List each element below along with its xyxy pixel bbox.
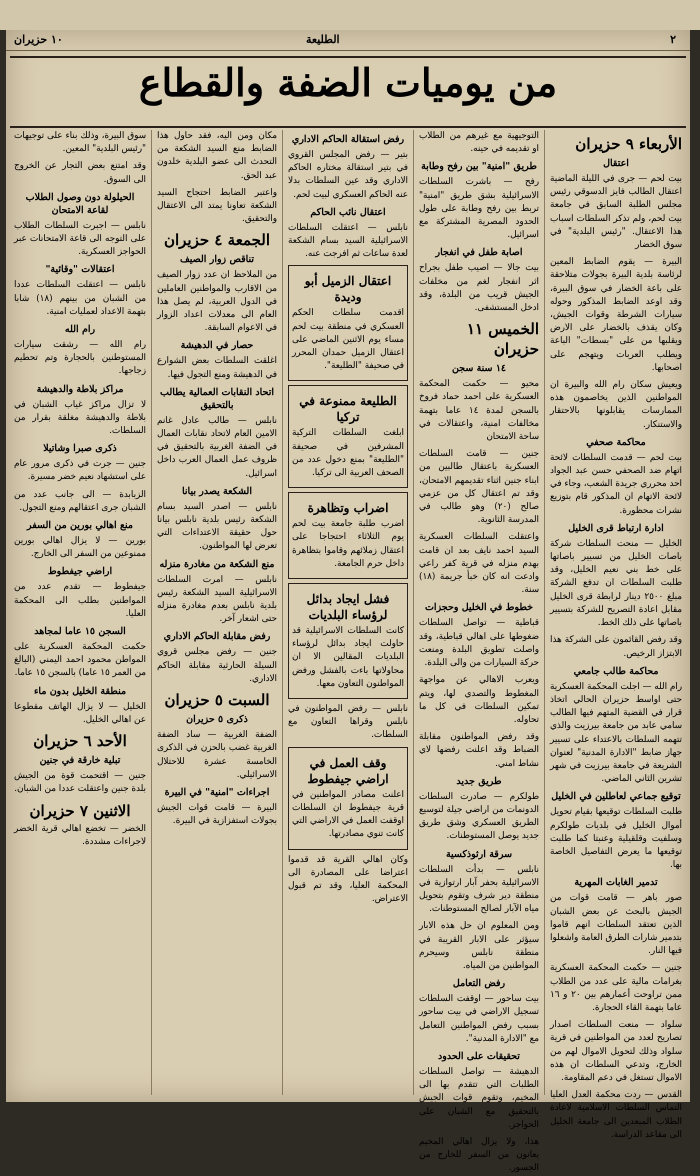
banner-title: من يوميات الضفة والقطاع	[138, 60, 558, 105]
article-title: السجن ١٥ عاما لمجاهد	[34, 626, 126, 638]
day-heading: الاثنين ٧ حزيران	[29, 801, 131, 820]
article-text: ابلغت السلطات التركية المشرفين في صحيفة "الطليعة" بمنع دخول عدد من الصحف العربية الى تركيا.	[292, 428, 404, 479]
article-title: اضراب وتظاهرة	[307, 501, 389, 516]
article-text: وقد رفض المواطنون مقابلة الضباط وقد اعلنت رفضها لاي نشاط امني.	[419, 732, 539, 769]
article-text: جنين — اقتحمت قوة من الجيش بلدة جنين واعتقلت عددا من الشبان.	[14, 771, 146, 795]
publication-name: الطليعة	[306, 33, 340, 46]
column-separator	[282, 130, 283, 1095]
article-text: ومن المعلوم ان حل هذه الابار سيؤثر على الابار القريبة في منطقة نابلس وسيحرم المواطنين من المياه.	[419, 921, 539, 971]
article-title: اعتقال نائب الحاكم	[310, 206, 386, 218]
article-title: الشكعة يصدر بيانا	[182, 485, 252, 497]
article-text: طلبت السلطات توقيعها بقيام تحويل أموال الخليل في بلديات طولكرم وسلفيت وقلقيلية وعنبتا كما طلبت توقيعها ما يعرض التفاصيل الخاصة بها.	[550, 807, 682, 871]
day-heading: الخميس ١١ حزيران	[466, 320, 539, 359]
article-title: محاكمة طالب جامعي	[573, 665, 659, 677]
article-text: اغلقت السلطات بعض الشوارع في الدهيشة ومنع التجول فيها.	[157, 356, 277, 380]
article-title: تحقيقات على الحدود	[438, 1050, 520, 1062]
article-text: التوجيهية مع غيرهم من الطلاب او تقديمه في حينه.	[419, 131, 539, 155]
column-5	[10, 130, 150, 1095]
boxed-article	[288, 385, 408, 488]
article-text: نابلس — اجبرت السلطات الطلاب على التوجه الى قاعة الامتحانات عبر الحواجز العسكرية.	[14, 220, 146, 258]
article-title: رفض التعامل	[452, 978, 506, 990]
article-text: اقدمت سلطات الحكم العسكري في منطقة بيت لحم مساء يوم الاثنين الماضي على اعتقال الزميل حمدان المحرر في صحيفة "الطليعة".	[292, 308, 404, 372]
article-text: سوق البيرة، وذلك بناء على توجيهات "رئيس البلدية" المعين.	[14, 131, 146, 155]
article-text: نابلس — اعتقلت السلطات عددا من الشبان من بينهم (١٨) شابا بتهمة الاعداد لعمليات امنية.	[14, 280, 146, 317]
column-3	[284, 130, 412, 1095]
page-number: ٢	[670, 33, 676, 46]
article-text: من الملاحظ ان عدد زوار الصيف من الاقارب والمواطنين العاملين في الدول العربية، لم يصل هذا العام الى معدلات اعداد الزوار في الاعوام السابقة.	[157, 270, 277, 334]
section-banner	[10, 56, 686, 128]
article-title: تدمير الغابات المهرية	[574, 877, 658, 889]
article-title: رفض مقابلة الحاكم الاداري	[163, 631, 271, 643]
article-text: القدس — ردت محكمة العدل العليا التماس السلطات الاسلامية لاعادة الطلاب المبعدين الى جامعة الخليل الى مقاعد الدراسة.	[550, 1090, 682, 1140]
article-title: وقف العمل في اراضي جيفطوط	[307, 755, 389, 786]
article-text: الزبابدة — الى جانب عدد من الشبان جرى اعتقالهم ومنع التجول.	[14, 489, 146, 513]
article-title: منع الشكعة من مغادرة منزله	[159, 558, 275, 570]
article-text: البيرة — يقوم الضابط المعين لرئاسة بلدية البيرة بجولات متلاحقة على باعة الخضار في سوق البيرة، وقد اوعد الضابط المذكور وحوله سيارات الشرطة وقوات الجيش، وكان يقذف بالخضار على الارض ويقلبها من على "بسطات" الباعة ويطلب العربات ويتهجم على اصحابها.	[550, 257, 682, 373]
article-text: واعتبر الضابط احتجاج السيد الشكعة تعاونا يمتد الى الاعتقال والتحقيق.	[157, 187, 277, 225]
article-text: الخضر — تخضع اهالي قرية الخضر لاجراءات مشددة.	[14, 823, 146, 847]
article-text: الخليل — لا يزال الهاتف مقطوعا عن اهالي الخليل.	[14, 701, 146, 725]
day-heading: الأحد ٦ حزيران	[33, 732, 127, 751]
article-title: مراكز بلاطة والدهيشة	[36, 383, 124, 395]
day-heading: الجمعة ٤ حزيران	[163, 231, 271, 250]
issue-date: ١٠ حزيران	[14, 33, 63, 46]
article-title: سرقة ارثوذكسية	[445, 848, 513, 860]
article-text: ويعيش سكان رام الله والبيرة ان المواطنين الذين يخاصمون هذه الممارسات يقابلونها بالاحتقار والاستنكار.	[550, 380, 682, 430]
article-title: ذكرى ٥ حزيران	[186, 714, 248, 726]
article-text: ويعرب الاهالي عن مواجهة المغطوط والتصدي لها، ويتم تمكين السلطات في كل ما تحاوله.	[419, 675, 539, 725]
column-4	[153, 130, 281, 1095]
article-text: حكمت المحكمة العسكرية على المواطن محمود احمد اليمني (البالغ من العمر ١٥ عاما) بالسجن ١٥ عاما.	[14, 642, 146, 679]
columns	[10, 130, 686, 1174]
article-text: الدهيشة — تواصل السلطات الطلبات التي تتقدم بها الى المخيم، وتقوم قوات الجيش بالتحقيق مع الشبان على الحواجز.	[419, 1066, 539, 1130]
column-separator	[413, 130, 414, 1095]
banner-rule-top	[10, 56, 686, 58]
article-text: نابلس — رفض المواطنون في نابلس وقراها التعاون مع السلطات.	[288, 704, 408, 741]
article-text: وقد امتنع بعض التجار عن الخروج الى السوق.	[14, 161, 146, 185]
article-text: قباطية — تواصل السلطات ضغوطها على اهالي قباطية، وقد واصلت تطويق البلدة ومنعت حركة السيارات من والى البلدة.	[419, 618, 539, 669]
column-2	[415, 130, 543, 1174]
article-title: خطوط في الخليل وحجزات	[424, 602, 534, 614]
article-text: وقد رفض القائمون على الشركة هذا الابتزاز الرخيص.	[550, 635, 682, 659]
article-title: تبلية خارقة في جنين	[39, 755, 121, 767]
article-text: محيو — حكمت المحكمة العسكرية على احمد حماد فروخ بالسجن لمدة ١٤ عاما بتهمة مخالفات امنية، واعتقالات في ساحة الامتحان	[419, 379, 539, 443]
article-title: محاكمة صحفي	[586, 436, 646, 448]
article-text: رام الله — رشقت سيارات المستوطنين بالحجارة وتم تحطيم زجاجها.	[14, 340, 146, 377]
article-title: توقيع جماعي لعاطلين في الخليل	[551, 791, 681, 803]
column-1	[546, 130, 686, 1140]
article-text: اضرب طلبة جامعة بيت لحم يوم الثلاثاء احتجاجا على اعتقال زملائهم وقاموا بتظاهرة داخل حرم الجامعة.	[292, 519, 404, 569]
article-title: منع اهالي بورين من السفر	[27, 520, 133, 532]
article-text: رفح — باشرت السلطات الاسرائيلية بشق طريق "امنية" تربط بين رفح وطابة على طول الحدود المصرية المشتركة مع اسرائيل.	[419, 177, 539, 241]
boxed-article	[288, 265, 408, 381]
article-text: طولكرم — صادرت السلطات الدونمات من اراضي جيلة لتوسيع الطريق العسكري وشق طريق جديد يوصل المستوطنات.	[419, 791, 539, 842]
article-title: اصابة طفل في انفجار	[435, 247, 523, 259]
article-title: اعتقالات "وقائية"	[45, 264, 115, 276]
article-title: اراضي جيفطوط	[47, 566, 113, 578]
article-title: تناقص زوار الصيف	[179, 254, 255, 266]
article-text: جيفطوط — تقدم عدد من المواطنين بطلب الى المحكمة العليا.	[14, 582, 146, 619]
article-text: نابلس — اعتقلت السلطات الاسرائيلية السيد بسام الشكعة لعدة ساعات ثم افرجت عنه.	[288, 222, 408, 260]
article-title: الطليعة ممنوعة في تركيا	[299, 394, 397, 425]
article-title: ادارة ارتباط قرى الخليل	[568, 522, 664, 534]
article-text: كانت السلطات الاسرائيلية قد حاولت ايجاد بدائل لرؤساء البلديات المقالين الا ان محاولاتها باءت بالفشل ورفض المواطنون التعاون معها.	[292, 626, 404, 689]
boxed-article	[288, 747, 408, 850]
article-title: اتحاد النقابات العمالية يطالب بالتحقيق	[160, 386, 274, 411]
day-heading: السبت ٥ حزيران	[164, 691, 270, 710]
article-text: بورين — لا يزال اهالي بورين ممنوعين من السفر الى الخارج.	[14, 536, 146, 560]
article-text: الخليل — منحت السلطات شركة باصات الخليل من تسيير باصاتها على خط بني نعيم الخليل، وقد طلبت السلطات ان تدفع الشركة مبلغ ٢٥٠٠ دينار لرابطة قرى الخليل مقابل اعادة التصريح للشركة بتسيير باصاتها على ذلك الخط.	[550, 538, 682, 629]
article-text: بيت لحم — جرى في الليلة الماضية اعتقال الطالب فايز الدسوقي رئيس مجلس الطلبة السابق في جامعة بيت لحم، ولم تذكر السلطات اسباب هذا الاعتقال. "رئيس البلدية" في سوق الخضار	[550, 174, 682, 251]
article-text: الضفة الغربية — ساد الضفة الغربية غضب بالحزن في الذكرى الخامسة عشرة للاحتلال الاسرائيلي.	[157, 730, 277, 780]
article-title: ١٤ سنة سجن	[451, 363, 507, 375]
article-text: بيت لحم — قدمت السلطات لائحة اتهام ضد الصحفي حسن عبد الجواد احد محرري جريدة الشعب، وجاء في لائحة الاتهام ان المذكور قام بتوزيع نشرات محظورة.	[550, 452, 682, 516]
article-text: بيت جالا — اصيب طفل بجراح اثر انفجار لغم من مخلفات الجيش قريب من البلدة، وقد ادخل المستشفى.	[419, 263, 539, 314]
article-title: اعتقال الزميل أبو وديدة	[304, 274, 392, 305]
column-separator	[544, 130, 545, 1095]
article-text: جنين — جرت في ذكرى مرور عام على استشهاد نعيم خضر مسيرة.	[14, 459, 146, 483]
article-text: هذا، ولا يزال اهالي المخيم يعانون من السفر للخارج من الجسور.	[419, 1136, 539, 1174]
day-heading: الأربعاء ٩ حزيران	[575, 135, 682, 153]
boxed-article	[288, 583, 408, 699]
boxed-article	[288, 492, 408, 579]
article-text: نابلس — اصدر السيد بسام الشكعة رئيس بلدية نابلس بيانا حول حقيقة الاعتداءات التي تعرض لها المواطنون.	[157, 501, 277, 552]
article-title: طريق جديد	[456, 775, 502, 787]
article-title: ذكرى صبرا وشاتيلا	[43, 443, 117, 455]
article-text: لا تزال مراكز غياب الشبان في بلاطة والدهيشة مغلقة بقرار من السلطات.	[14, 399, 146, 437]
column-separator	[151, 130, 152, 1095]
article-text: جنين — قامت السلطات العسكرية باعتقال طالبين من ابناء جنين اثناء تقديمهم الامتحان، وقد تم اعتقال كل من عزمي صالح (٢٠) وهو طالب في المدرسة الثانوية.	[419, 449, 539, 526]
article-text: واعتقلت السلطات العسكرية السيد احمد نايف بعد ان قامت بهدم منزله في قرية كفر راعي وادعت انه كان خبأ جريمة (١٨) سنة.	[419, 532, 539, 596]
article-title: رفض استقالة الحاكم الاداري	[291, 134, 405, 145]
article-text: رام الله — اجلت المحكمة العسكرية حتى اواسط حزيران الحالي اتخاذ قرار في القضية المتهم فيها الطالب سامي عابد من جامعة بيرزيت والذي تتهمه السلطات بالاعتداء على تسيير جهاز ضابط "الادارة المدنية" لعنوان الشريعة في جامعة بيرزيت في شهر تشرين الثاني الماضي.	[550, 681, 682, 785]
article-text: سلواد — منعت السلطات اصدار تصاريح لعدد من المواطنين في قرية سلواد وذلك لتحويل الاموال لهم من الخارج، وتدعي السلطات ان هذه الاموال تستغل في دعم المقاومة.	[550, 1020, 682, 1083]
page-header	[6, 30, 690, 51]
article-text: جنين — رفض مجلس قروي السيلة الحارثية مقابلة الحاكم الاداري.	[157, 647, 277, 684]
article-title: طريق "امنية" بين رفح وطابة	[421, 161, 537, 173]
article-text: مكان ومن اليه، فقد حاول هذا الضابط منع السيد الشكعة من التحدث الى عضو البلدية خلدون عبد الحق.	[157, 131, 277, 181]
article-text: صور باهر — قامت قوات من الجيش بالبحث عن بعض الشبان الذين تعتقد السلطات انهم قاموا بتدمير شارات الطرق العامة واشعلوا فيها النار.	[550, 893, 682, 957]
article-title: الحيلولة دون وصول الطلاب لقاعة الامتحان	[25, 191, 135, 216]
article-text: وكان اهالي القرية قد قدموا اعتراضا على المصادرة الى المحكمة العليا، وقد تم قبول الاعتراض.	[288, 854, 408, 905]
article-text: نابلس — امرت السلطات الاسرائيلية السيد الشكعة رئيس بلدية نابلس بعدم مغادرة منزله حتى اشعار آخر.	[157, 574, 277, 625]
article-text: اعلنت مصادر المواطنين في قرية جيفطوط ان السلطات اوقفت العمل في الاراضي التي كانت تنوي مصادرتها.	[292, 789, 404, 840]
article-text: بيت ساحور — اوقفت السلطات تسجيل الاراضي في بيت ساحور بسبب رفض المواطنين التعامل مع "الادارة المدنية".	[419, 994, 539, 1044]
article-text: نابلس — طالب عادل غانم الامين العام لاتحاد نقابات العمال في الضفة الغربية بالتحقيق في ظروف عمل العمال العرب داخل اسرائيل.	[157, 415, 277, 479]
article-title: فشل ايجاد بدائل لرؤساء البلديات	[306, 592, 390, 623]
top-strip	[0, 0, 700, 30]
article-title: اعتقال	[603, 158, 629, 169]
article-title: رام الله	[64, 324, 96, 336]
article-text: جنين — حكمت المحكمة العسكرية بغرامات مالية على عدد من الطلاب ممن تراوحت أعمارهم بين ٢٠ و ١٦ عاما بتهمة القاء الحجارة.	[550, 963, 683, 1013]
article-title: منطقة الخليل بدون ماء	[33, 685, 127, 697]
article-text: بتير — رفض المجلس القروي في بتير استقالة مختاره الحاكم الاداري وقد عين السلطات بدلا عنه الحاكم العسكري لبيت لحم.	[288, 150, 408, 200]
article-text: نابلس — بدأت السلطات الاسرائيلية بحفر آبار ارتوازية في منطقة دير شرف وتقوم بتحويل مياه الآبار لصالح المستوطنات.	[419, 864, 539, 915]
article-title: اجراءات "امنية" في البيرة	[164, 786, 270, 798]
article-title: حصار في الدهيشة	[180, 340, 254, 352]
article-text: البيرة — قامت قوات الجيش بجولات استفزازية في البيرة.	[157, 802, 277, 827]
